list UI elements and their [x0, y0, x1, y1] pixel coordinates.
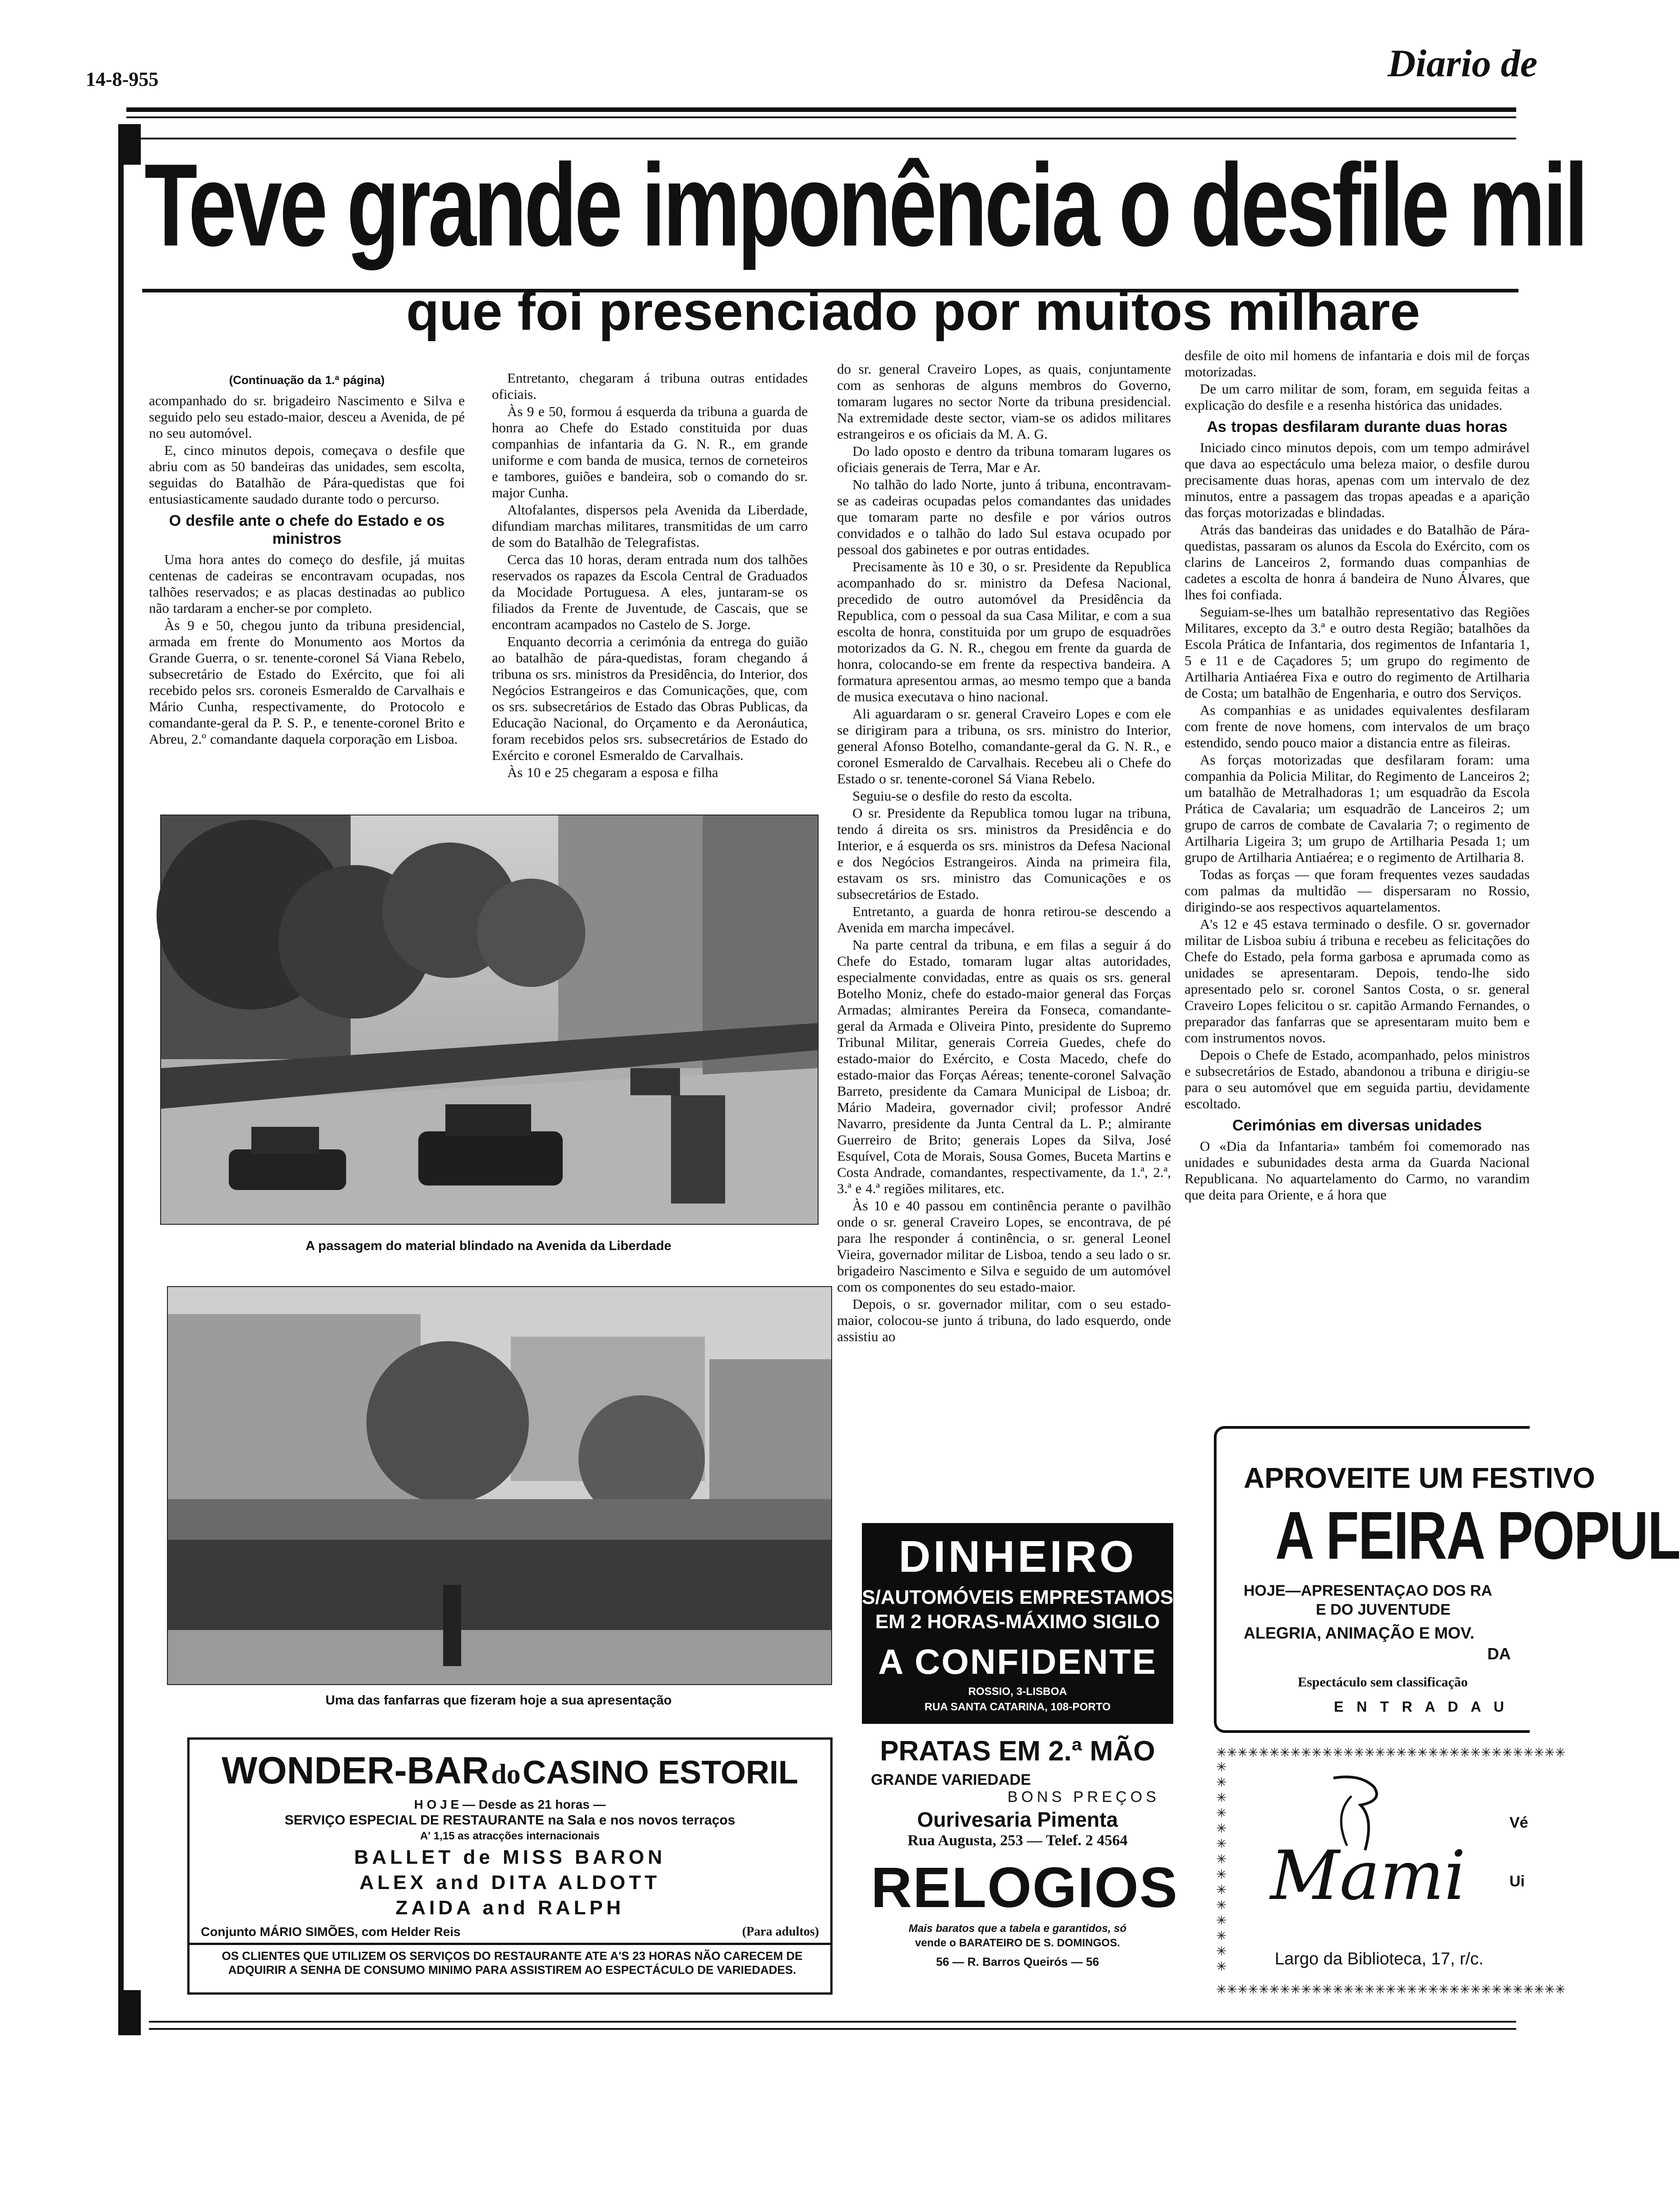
page-date: 14-8-955: [86, 68, 159, 90]
paragraph: Uma hora antes do começo do desfile, já muitas centenas de cadeiras se encontravam ocupadas, nos talhões reservados; e as placas destinadas ao publico não tardaram a encher-se por completo.: [149, 551, 465, 616]
ad-feira-da: DA: [1487, 1644, 1511, 1663]
ad-wonder-zaida: ZAIDA and RALPH: [395, 1897, 625, 1919]
ad-mami: [1216, 1746, 1566, 2001]
article-column-4: [1185, 347, 1530, 1503]
section-heading: As tropas desfilaram durante duas horas: [1207, 418, 1508, 435]
paragraph: Cerca das 10 horas, deram entrada num dos talhões reservados os rapazes da Escola Central de Graduados da Mocidade Portuguesa. A eles, juntaram-se os filiados da Frente de Juventude, de Cascais, que se encontram acampados no Castelo de S. Jorge.: [492, 551, 808, 632]
section-heading: Cerimónias em diversas unidades: [1232, 1117, 1482, 1134]
ad-feira-alegria: ALEGRIA, ANIMAÇÃO E MOV.: [1244, 1624, 1475, 1642]
paragraph: Ali aguardaram o sr. general Craveiro Lopes e com ele se dirigiram para a tribuna, os srs. ministro do Interior, general Afonso Botelho, comandante-geral da G. N. R., e coronel Esmeraldo de Carvalhais. Recebeu ali o Chefe do Estado o sr. tenente-coronel Sá Viana Rebelo.: [837, 706, 1171, 787]
ad-wonder-bar: [187, 1737, 833, 1995]
street-scene-illustration: [161, 815, 818, 1224]
paragraph: Enquanto decorria a cerimónia da entrega do guião ao batalhão de pára-quedistas, foram chegando á tribuna os srs. ministros da Presidência, do Interior, dos Negócios Estrangeiros e das Comunicações, que, com os srs. subsecretários de Estado das Obras Publicas, da Educação Nacional, do Orçamento e da Aeronáutica, foram recebidos pelos srs. subsecretários de Estado do Exército e coronel Esmeraldo de Carvalhais.: [492, 634, 808, 763]
ad-mami-star-border-bottom: ✳✳✳✳✳✳✳✳✳✳✳✳✳✳✳✳✳✳✳✳✳✳✳✳✳✳✳✳✳✳✳✳✳: [1216, 1983, 1566, 1997]
paragraph: Todas as forças — que foram frequentes vezes saudadas com palmas da multidão — dispersaram no Rossio, dirigindo-se aos respectivos aquartelamentos.: [1185, 866, 1530, 915]
ad-feira-entrada: E N T R A D A U: [1334, 1699, 1509, 1715]
paragraph: A's 12 e 45 estava terminado o desfile. O sr. governador militar de Lisboa subiu á tribuna e recebeu as felicitações do Chefe do Estado, pela forma garbosa e aprumada como as unidades se apresentaram. Depois, tendo-lhe sido apresentado pelo sr. coronel Santos Costa, o sr. general Craveiro Lopes felicitou o sr. capitão Armando Fernandes, o preparador das fanfarras que se apresentaram muito bem e com instrumentos novos.: [1185, 916, 1530, 1046]
ad-wonder-conjunto: Conjunto MÁRIO SIMÕES, com Helder Reis: [201, 1925, 461, 1939]
ad-feira-popular: [1214, 1426, 1680, 1733]
paragraph: Entretanto, chegaram á tribuna outras entidades oficiais.: [492, 370, 808, 402]
paragraph: Entretanto, a guarda de honra retirou-se descendo a Avenida em marcha impecável.: [837, 903, 1171, 935]
ad-relogios-line1: Mais baratos que a tabela e garantidos, só: [908, 1922, 1127, 1935]
masthead: Diario de: [1388, 42, 1538, 85]
paragraph: As forças motorizadas que desfilaram foram: uma companhia da Policia Militar, do Regimento de Lanceiros 2; um batalhão de Metralhadoras 1; um esquadrão da Escola Prática de Cavalaria; um esquadrão de Lanceiros 2; um grupo de carros de combate de Cavalaria 7; o regimento de Artilharia Ligeira 3; um grupo de Artilharia Pesada 1; um grupo de Artilharia Antiaérea; e o regimento de Artilharia 8.: [1185, 752, 1530, 865]
paragraph: O «Dia da Infantaria» também foi comemorado nas unidades e subunidades desta arma da Guarda Nacional Republicana. No aquartelamento do Carmo, no varandim que deita para Oriente, e á hora que: [1185, 1138, 1530, 1203]
top-rule-thin: [126, 116, 1516, 118]
ad-wonder-note: OS CLIENTES QUE UTILIZEM OS SERVIÇOS DO RESTAURANTE ATE A'S 23 HORAS NÃO CARECEM DE ADQUIRIR A SENHA DE CONSUMO MINIMO PARA ASSISTIREM AO ESPECTÁCULO DE VARIEDADES.: [222, 1949, 803, 1977]
ad-relogios-addr: 56 — R. Barros Queirós — 56: [936, 1955, 1099, 1968]
top-rule-thick: [126, 107, 1516, 112]
paragraph: Na parte central da tribuna, e em filas a seguir á do Chefe do Estado, tomaram lugar altas autoridades, especialmente convidadas, entre as quais os srs. general Botelho Moniz, chefe do estado-maior general das Forças Armadas; almirantes Pereira da Fonseca, comandante-geral da Armada e Oliveira Pinto, presidente do Supremo Tribunal Militar, generais Correia Guedes, chefe do estado-maior do Exército, e Costa Macedo, chefe do estado-maior das Forças Aéreas; tenente-coronel Salvação Barreto, presidente da Camara Municipal de Lisboa; dr. Mário Madeira, governador civil; professor André Navarro, presidente da Junta Central da L. P.; almirante Guerreiro de Brito; generais Lopes da Silva, José Esquível, Cota de Morais, Sousa Gomes, Buceta Martins e Costa Andrade, comandantes, respectivamente, da 1.ª, 2.ª, 3.ª e 4.ª regiões militares, etc.: [837, 937, 1171, 1196]
ad-dinheiro-name: A CONFIDENTE: [878, 1642, 1157, 1681]
left-vertical-rule: [118, 165, 124, 1992]
ad-mami-side-text-1: Vé: [1509, 1814, 1528, 1831]
ad-pratas-title: PRATAS EM 2.ª MÃO: [880, 1736, 1155, 1767]
ad-mami-logo: Mami: [1270, 1837, 1466, 1915]
paragraph: do sr. general Craveiro Lopes, as quais, conjuntamente com as senhoras de alguns membros do Governo, tomaram lugares no sector Norte da tribuna presidencial. Na extremidade deste sector, viam-se os adidos militares estrangeiros e os oficiais da M. A. G.: [837, 361, 1171, 442]
paragraph: O sr. Presidente da Republica tomou lugar na tribuna, tendo á direita os srs. ministros da Presidência e do Interior, e á esquerda os srs. ministros da Defesa Nacional e dos Negócios Estrangeiros. Ainda na primeira fila, estavam os srs. ministro das Comunicações e os subsecretários de Estado.: [837, 805, 1171, 902]
paragraph: Seguiam-se-lhes um batalhão representativo das Regiões Militares, excepto da 3.ª e outro desta Região; batalhões da Escola Prática de Infantaria, dos regimentos de Infantaria 1, 5 e 11 e de Caçadores 5; um grupo do regimento de Artilharia Antiaérea Fixa e outro do regimento de Artilharia de Costa; um batalhão de Engenharia, e outro dos Serviços.: [1185, 604, 1530, 701]
ad-wonder-alex: ALEX and DITA ALDOTT: [359, 1871, 661, 1894]
ad-feira-hoje: HOJE—APRESENTAÇAO DOS RA: [1244, 1582, 1492, 1599]
bottom-rule-2: [149, 2028, 1516, 2030]
ad-pratas-precos: BONS PREÇOS: [1007, 1788, 1160, 1806]
paragraph: Altofalantes, dispersos pela Avenida da Liberdade, difundiam marchas militares, transmitidas de um carro de som do Batalhão de Telegrafistas.: [492, 502, 808, 550]
ad-wonder-divider: [190, 1943, 830, 1945]
ad-wonder-title-casino: CASINO ESTORIL: [523, 1755, 798, 1791]
paragraph: Depois o Chefe de Estado, acompanhado, pelos ministros e subsecretários de Estado, abandonou a tribuna e dirigiu-se para o seu automóvel que em seguida partiu, devidamente escoltado.: [1185, 1047, 1530, 1111]
section-heading: O desfile ante o chefe do Estado e os ministros: [169, 512, 445, 547]
ad-wonder-ballet: BALLET de MISS BARON: [354, 1846, 666, 1868]
ad-wonder-adultos: (Para adultos): [742, 1925, 819, 1939]
photo-caption-fanfare: Uma das fanfarras que fizeram hoje a sua apresentação: [325, 1693, 672, 1708]
ad-wonder-atracoes: A' 1,15 as atracções internacionais: [420, 1830, 600, 1842]
continuation-note: (Continuação da 1.ª página): [229, 373, 385, 387]
ad-feira-title: A FEIRA POPUL: [1275, 1497, 1680, 1573]
left-block-bottom: [118, 1990, 141, 2035]
paragraph: E, cinco minutos depois, começava o desfile que abriu com as 50 bandeiras das unidades, sem escolta, seguidas do Batalhão de Pára-quedistas que foi entusiasticamente saudado durante todo o percurso.: [149, 442, 465, 507]
paragraph: Às 9 e 50, formou á esquerda da tribuna a guarda de honra ao Chefe do Estado constituida por duas companhias de infantaria da G. N. R., em grande uniforme e com banda de musica, ternos de corneteiros e tambores, guiões e bandeira, sob o comando do sr. major Cunha.: [492, 403, 808, 500]
fanfare-illustration: [168, 1287, 831, 1684]
paragraph: Precisamente às 10 e 30, o sr. Presidente da Republica acompanhado do sr. ministro da Defesa Nacional, precedido de outro automóvel da Presidência da Republica, com o pessoal da sua Casa Militar, e com a sua escolta de honra, constituida por um grupo de esquadrões motorizados da G. N. R., chegou em frente da guarda de honra, colocando-se em frente da respectiva bandeira. A formatura apresentou armas, ao mesmo tempo que a banda de musica executava o hino nacional.: [837, 559, 1171, 704]
ad-mami-star-border-left: ✳ ✳ ✳ ✳ ✳ ✳ ✳ ✳ ✳ ✳ ✳ ✳ ✳ ✳: [1216, 1760, 1227, 1974]
paragraph: acompanhado do sr. brigadeiro Nascimento e Silva e seguido pelo seu estado-maior, desceu a Avenida, de pé no seu automóvel.: [149, 393, 465, 441]
ad-wonder-title-do: do: [491, 1759, 521, 1790]
paragraph: Depois, o sr. governador militar, com o seu estado-maior, colocou-se junto á tribuna, do lado esquerdo, onde assistiu ao: [837, 1296, 1171, 1344]
photo-armoured-vehicles: [160, 815, 819, 1225]
left-block-top: [118, 124, 141, 165]
ad-pratas-shop: Ourivesaria Pimenta: [917, 1808, 1118, 1831]
headline-sub: que foi presenciado por muitos milhare: [406, 281, 1421, 342]
ad-wonder-hoje: H O J E — Desde as 21 horas —: [414, 1797, 606, 1811]
ad-dinheiro-title: DINHEIRO: [898, 1532, 1137, 1581]
ad-mami-star-border-top: ✳✳✳✳✳✳✳✳✳✳✳✳✳✳✳✳✳✳✳✳✳✳✳✳✳✳✳✳✳✳✳✳✳: [1216, 1746, 1566, 1760]
ad-feira-espectaculo: Espectáculo sem classificação: [1298, 1675, 1468, 1690]
paragraph: Atrás das bandeiras das unidades e do Batalhão de Pára-quedistas, passaram os alunos da Escola do Exército, com os clarins de Lanceiros 2, formando duas companhias de cadetes a escolta de honra á bandeira de Nuno Álvares, que lhes foi confiada.: [1185, 522, 1530, 602]
paragraph: desfile de oito mil homens de infantaria e dois mil de forças motorizadas.: [1185, 347, 1530, 380]
paragraph: Iniciado cinco minutos depois, com um tempo admirável que dava ao espectáculo uma beleza maior, o desfile durou precisamente duas horas, apenas com um intervalo de dez minutos, entre a passagem das tropas apeadas e a aparição das forças motorizadas e blindadas.: [1185, 440, 1530, 520]
paragraph: Seguiu-se o desfile do resto da escolta.: [852, 788, 1073, 804]
paragraph: No talhão do lado Norte, junto á tribuna, encontravam-se as cadeiras ocupadas pelos comandantes das unidades que tomaram parte no desfile e por vários outros convidados e o talhão do lado Sul estava ocupado por pessoal dos gabinetes e por outras entidades.: [837, 477, 1171, 557]
paragraph: De um carro militar de som, foram, em seguida feitas a explicação do desfile e a resenha histórica das unidades.: [1185, 381, 1530, 413]
ad-pratas-variedade: GRANDE VARIEDADE: [871, 1771, 1031, 1788]
ad-pratas-addr: Rua Augusta, 253 — Telef. 2 4564: [907, 1832, 1128, 1849]
ad-relogios-title: RELOGIOS: [871, 1856, 1179, 1919]
paragraph: Às 10 e 25 chegaram a esposa e filha: [507, 764, 718, 780]
ad-feira-line1: APROVEITE UM FESTIVO: [1244, 1462, 1595, 1494]
photo-fanfare: [167, 1286, 832, 1685]
paragraph: Do lado oposto e dentro da tribuna tomaram lugares os oficiais generais de Terra, Mar e Ar.: [837, 443, 1171, 475]
paragraph: As companhias e as unidades equivalentes desfilaram com frente de nove homens, com intervalos de um braço estendido, sendo pouco maior a distancia entre as fileiras.: [1185, 702, 1530, 750]
article-column-2: [492, 370, 808, 821]
article-column-1: [149, 370, 465, 821]
headline-main: Teve grande imponência o desfile mil: [144, 140, 1586, 271]
bottom-rule-1: [149, 2021, 1516, 2023]
paragraph: Às 9 e 50, chegou junto da tribuna presidencial, armada em frente do Monumento aos Mortos da Grande Guerra, o sr. tenente-coronel Sá Viana Rebelo, subsecretário de Estado do Exército, que foi ali recebido pelos srs. coroneis Esmeraldo de Carvalhais e Mário Cunha, respectivamente, do Protocolo e comandante-geral da P. S. P., e tenente-coronel Brito e Abreu, 2.º comandante daquela corporação em Lisboa.: [149, 617, 465, 747]
ad-relogios: [862, 1855, 1179, 1990]
paragraph: Às 10 e 40 passou em continência perante o pavilhão onde o sr. general Craveiro Lopes, se encontrava, de pé para lhe responder á continência, o sr. general Leonel Vieira, governador militar de Lisboa, tendo a seu lado o sr. brigadeiro Nascimento e Silva e seguido de um automóvel com os componentes do seu estado-maior.: [837, 1198, 1171, 1295]
article-column-3: [837, 361, 1171, 1512]
ad-mami-address: Largo da Biblioteca, 17, r/c.: [1275, 1950, 1484, 1968]
ad-mami-side-text-2: Ui: [1509, 1873, 1525, 1890]
ad-dinheiro-addr2: RUA SANTA CATARINA, 108-PORTO: [924, 1701, 1111, 1713]
ad-feira-juventude: E DO JUVENTUDE: [1316, 1601, 1451, 1618]
ad-dinheiro-addr1: ROSSIO, 3-LISBOA: [968, 1686, 1067, 1698]
ad-relogios-line2: vende o BARATEIRO DE S. DOMINGOS.: [915, 1937, 1120, 1949]
photo-caption-armoured: A passagem do material blindado na Avenida da Liberdade: [305, 1239, 671, 1253]
ad-pratas: [862, 1735, 1173, 1848]
ad-wonder-servico: SERVIÇO ESPECIAL DE RESTAURANTE na Sala e nos novos terraços: [284, 1813, 736, 1828]
ad-wonder-title: WONDER-BAR: [222, 1749, 489, 1792]
ad-dinheiro-line2: EM 2 HORAS-MÁXIMO SIGILO: [875, 1611, 1160, 1633]
ad-dinheiro-line1: S/AUTOMÓVEIS EMPRESTAMOS: [862, 1586, 1174, 1608]
ad-dinheiro: [862, 1523, 1173, 1724]
